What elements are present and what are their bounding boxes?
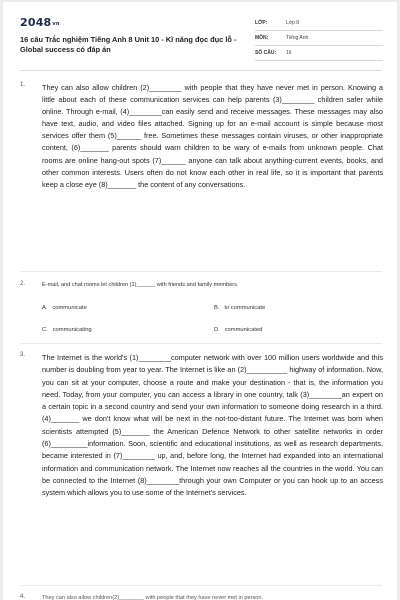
question-text: They can also allow children (2)________ with people that they have never met in person. Knowing a little about each of these communication services can help parents (3)________ children safer while online. Through e-mail, (4)________can easily send and receive messages. These messages may also have text, audio, and video files attached. Signing up for an e-mail account is simple because most services offer them (5)______ free. Sometimes these messages contain viruses, or other inappropriate content, (6)_______ parents should warn children to be wary of e-mails from unknown people. Chat rooms are online hang-out spots (7)______ anyone can talk about anything-current events, books, and other common interests. Users often do not know each other in real life, so it is important that parents keep a close eye (8)_______ the content of any conversations. [42,83,383,189]
header-divider [20,70,382,71]
option-text: to communicate [224,305,266,311]
meta-value: Lớp 8 [286,20,300,26]
question-number: 4. [20,594,26,600]
meta-subject-row [255,31,383,46]
option-text: communicate [52,305,87,311]
question-number: 2. [20,281,26,287]
meta-class-row [255,16,383,31]
question-number: 3. [20,352,26,358]
document-title: 16 câu Trắc nghiệm Tiếng Anh 8 Unit 10 - Kĩ năng đọc đục lỗ - Global success có đáp án [20,35,237,54]
option-d[interactable] [214,327,262,333]
question-divider [20,271,382,272]
meta-value: 16 [286,50,292,56]
question-number: 1. [20,82,26,88]
option-c[interactable] [42,327,92,333]
document-page [3,2,397,600]
option-a[interactable] [42,305,87,311]
site-logo[interactable] [20,16,60,29]
question-divider [20,585,382,586]
meta-label: SỐ CÂU: [255,50,277,56]
option-text: communicating [52,327,92,333]
logo-suffix: vn [52,21,60,27]
meta-label: LỚP: [255,20,268,26]
logo-text: 2048 [20,16,52,29]
question-divider [20,343,382,344]
option-letter: B. [214,305,220,311]
meta-count-row [255,46,383,61]
option-text: communicated [224,327,263,333]
option-b[interactable] [214,305,265,311]
question-text: They can also allow children(2)________ with people that they have never met in person. [42,595,264,600]
question-text: E-mail, and chat rooms let children (1)______ with friends and family members. [42,282,239,288]
option-letter: D. [214,327,220,333]
question-text: The Internet is the world's (1)________computer network with over 100 million users worldwide and this number is doubling from year to year. The Internet is like an (2)__________ highway of information. Now, you can sit at your computer, choose a route and make your destination - that is, the information you need. Today, from your computer, you can access a library in one country, talk (3)________an expert on a certain topic in a second country and send your own information to someone doing research in a third. (4)_______ we don't know what will be next in the not-too-distant future. The Internet was born when scientists attempted (5)_______ the American Defence Network to other satellite networks in order (6)_________information. Soon, scientific and educational institutions, as well as research departments, became interested in (7)________ up, and, before long, the Internet had expanded into an international information and communication network. The Internet now reaches all the countries in the world. You can be connected to the Internet (8)________through your own Computer or you can hook up to an access system which allows you to use some of the Internet's services. [42,353,383,498]
meta-label: MÔN: [255,35,269,41]
option-letter: A. [42,305,48,311]
option-letter: C. [42,327,48,333]
meta-value: Tiếng Anh [286,35,309,41]
